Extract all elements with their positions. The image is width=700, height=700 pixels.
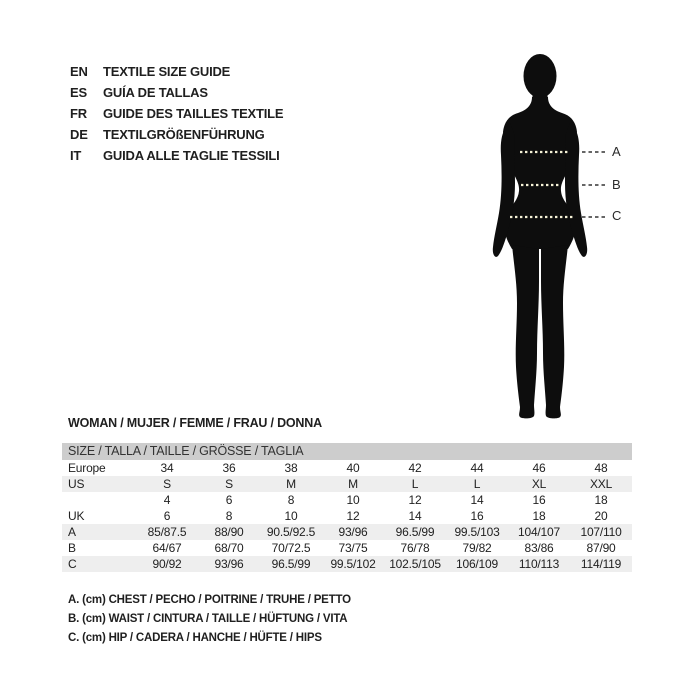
cell: 83/86 [524, 541, 554, 555]
measurement-notes [68, 591, 351, 648]
cell: 42 [408, 461, 422, 475]
cell: 90.5/92.5 [260, 524, 322, 540]
cell: 114/119 [570, 556, 632, 572]
cell: 8 [287, 493, 295, 507]
language-item [70, 145, 283, 166]
measure-label-a: A [612, 144, 621, 159]
right-leg [541, 245, 568, 418]
cell: 110/113 [508, 556, 570, 572]
cell: XXL [570, 476, 632, 492]
cell: 104/107 [508, 524, 570, 540]
cell: 44 [470, 461, 484, 475]
section-title: WOMAN / MUJER / FEMME / FRAU / DONNA [68, 416, 322, 430]
cell: 73/75 [338, 541, 368, 555]
language-item [70, 82, 283, 103]
table-row-uk [62, 508, 632, 524]
measure-label-c: C [612, 208, 622, 223]
table-row-chest [62, 524, 632, 540]
cell: 96.5/99 [260, 556, 322, 572]
cell: 16 [470, 509, 484, 523]
cell: 102.5/105 [384, 556, 446, 572]
language-title: GUIDA ALLE TAGLIE TESSILI [103, 148, 280, 163]
language-item [70, 124, 283, 145]
woman-silhouette-figure [482, 53, 607, 421]
language-list [70, 61, 283, 166]
table-row-europe [62, 460, 632, 476]
language-title: TEXTILE SIZE GUIDE [103, 64, 231, 79]
cell: S [136, 476, 198, 492]
note-chest: A. (cm) CHEST / PECHO / POITRINE / TRUHE / PETTO [68, 594, 351, 606]
row-label: C [62, 556, 136, 572]
row-label [62, 492, 136, 508]
language-title: GUÍA DE TALLAS [103, 85, 208, 100]
cell: 99.5/102 [322, 556, 384, 572]
cell: 93/96 [322, 524, 384, 540]
cell: 10 [284, 509, 298, 523]
cell: 4 [163, 493, 171, 507]
language-item [70, 61, 283, 82]
cell: 76/78 [400, 541, 430, 555]
cell: 14 [470, 493, 484, 507]
row-label: US [62, 476, 136, 492]
table-row-hip [62, 556, 632, 572]
table-row-us-letter [62, 476, 632, 492]
cell: 106/109 [446, 556, 508, 572]
cell: 40 [346, 461, 360, 475]
language-code: ES [70, 85, 87, 100]
cell: 70/72.5 [271, 541, 311, 555]
cell: 46 [532, 461, 546, 475]
measure-label-b: B [612, 177, 621, 192]
language-code: EN [70, 64, 88, 79]
cell: 6 [163, 509, 171, 523]
cell: S [198, 476, 260, 492]
language-item [70, 103, 283, 124]
language-title: TEXTILGRÖßENFÜHRUNG [103, 127, 265, 142]
cell: 20 [594, 509, 608, 523]
cell: 8 [225, 509, 233, 523]
note-waist: B. (cm) WAIST / CINTURA / TAILLE / HÜFTUNG / VITA [68, 613, 348, 625]
cell: 6 [225, 493, 233, 507]
cell: M [260, 476, 322, 492]
cell: 90/92 [136, 556, 198, 572]
cell: XL [508, 476, 570, 492]
cell: 12 [408, 493, 422, 507]
cell: 34 [160, 461, 174, 475]
language-title: GUIDE DES TAILLES TEXTILE [103, 106, 284, 121]
cell: 96.5/99 [384, 524, 446, 540]
language-code: DE [70, 127, 88, 142]
cell: 85/87.5 [136, 524, 198, 540]
cell: 87/90 [586, 541, 616, 555]
cell: 12 [346, 509, 360, 523]
cell: 16 [532, 493, 546, 507]
cell: 36 [222, 461, 236, 475]
cell: L [384, 476, 446, 492]
cell: M [322, 476, 384, 492]
language-code: FR [70, 106, 87, 121]
cell: 48 [594, 461, 608, 475]
row-label: UK [68, 509, 85, 523]
woman-silhouette [493, 54, 587, 418]
cell: 107/110 [570, 524, 632, 540]
cell: 99.5/103 [446, 524, 508, 540]
cell: 68/70 [214, 541, 244, 555]
table-row-waist [62, 540, 632, 556]
row-label: Europe [68, 461, 106, 475]
cell: 14 [408, 509, 422, 523]
language-code: IT [70, 148, 82, 163]
cell: L [446, 476, 508, 492]
table-header: SIZE / TALLA / TAILLE / GRÖSSE / TAGLIA [62, 443, 632, 460]
row-label: A [62, 524, 136, 540]
cell: 64/67 [152, 541, 182, 555]
size-table [62, 443, 632, 572]
cell: 79/82 [462, 541, 492, 555]
cell: 88/90 [198, 524, 260, 540]
cell: 18 [532, 509, 546, 523]
left-leg [512, 245, 539, 418]
cell: 38 [284, 461, 298, 475]
cell: 93/96 [198, 556, 260, 572]
table-header-row [62, 443, 632, 460]
table-row-us-numeric [62, 492, 632, 508]
note-hip: C. (cm) HIP / CADERA / HANCHE / HÜFTE / HIPS [68, 632, 322, 644]
cell: 10 [346, 493, 360, 507]
row-label: B [68, 541, 76, 555]
cell: 18 [594, 493, 608, 507]
